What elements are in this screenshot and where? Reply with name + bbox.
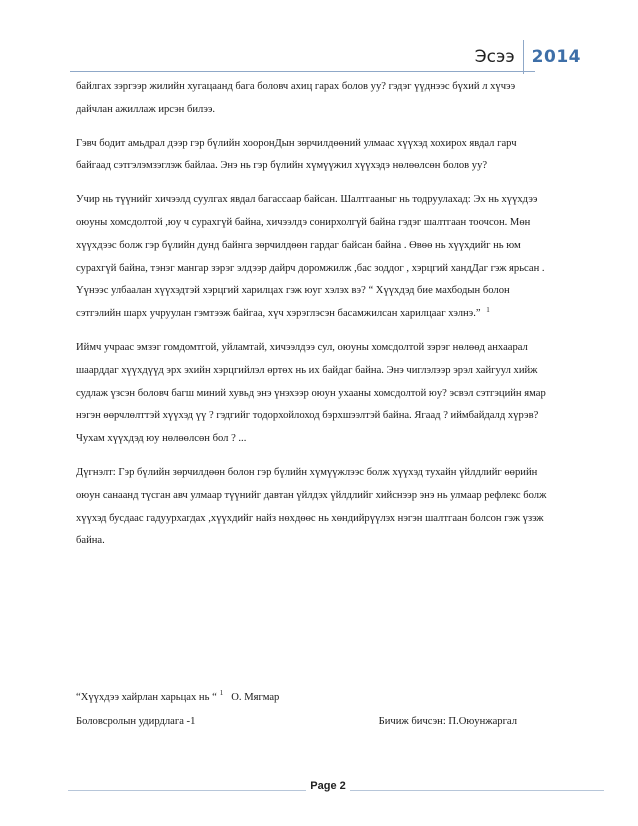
paragraph-5 — [76, 462, 591, 553]
author-line — [76, 716, 591, 727]
body-text — [76, 76, 591, 564]
text-line: Дүгнэлт: Гэр бүлийн зөрчилдөөн болон гэр бүлийн хүмүүжлээс болж хүүхэд тухайн үйлдлийг өөрийн — [76, 466, 538, 478]
reference-mark: 1 — [219, 689, 224, 698]
text-line: дайчлан ажиллаж ирсэн билээ. — [76, 103, 216, 115]
page-header — [475, 40, 581, 74]
written-by: Бичиж бичсэн: П.Оюунжаргал — [378, 716, 517, 727]
text-line: сэтгэлийн шарх учруулан гэмтээж байгаа, хүч хэрэглэсэн басамжилсан харилцааг хэлнэ.” — [76, 308, 484, 320]
course-name: Боловсролын удирдлага -1 — [76, 716, 196, 727]
text-line: Үүнээс улбаалан хүүхэдтэй хэрцгий харилцах гэж юуг хэлэх вэ? “ Хүүхдэд бие махбодын болон — [76, 285, 510, 297]
reference-author: О. Мягмар — [231, 692, 280, 703]
footer-rule-right — [350, 790, 604, 791]
text-line: нэгэн өөрчлөлттэй хүүхэд үү ? гэдгийг тодорхойлоход бэрхшээлтэй байна. Ягаад ? иймбайдалд хүрэв? — [76, 410, 539, 422]
header-divider — [523, 40, 524, 74]
paragraph-1 — [76, 76, 591, 122]
footnote-reference-line — [76, 689, 591, 703]
text-line: хүүхдээс болж гэр бүлийн дунд байнга зөрчилдөөн гардаг байсан байна . Өвөө нь хүүхдийг нь юм — [76, 239, 521, 251]
text-line: Учир нь түүнийг хичээлд суулгах явдал багассаар байсан. Шалтгааныг нь тодруулахад: Эх нь хүүхдээ — [76, 194, 538, 206]
text-line: оюуны хомсдолтой ,юу ч сурахгүй байна, хичээлдэ сонирхолгүй байна гэдэг шалтгаан тоочсон. Мөн — [76, 216, 531, 228]
document-title: Эсээ — [474, 47, 515, 67]
text-line: хүүхэд бусдаас гадуурхагдах ,хүүхдийг найз нөхдөөс нь хөндийрүүлэх нэгэн шалтгаан болсон гэж үзэж — [76, 512, 544, 524]
page-number: Page 2 — [310, 780, 346, 792]
text-line: байлгах зэргээр жилийн хугацаанд бага боловч ахиц гарах болов уу? гэдэг үүднээс бүхий л хүчээ — [76, 81, 516, 92]
footnote-reference[interactable]: 1 — [486, 305, 490, 314]
paragraph-3 — [76, 189, 591, 326]
reference-title: “Хүүхдээ хайрлан харьцах нь “ — [76, 692, 217, 703]
text-line: судлаж үзсэн боловч багш миний хувьд энэ үнэхээр оюун ухааны хомсдолтой юу? эсвэл сэтгэцийн ямар — [76, 387, 546, 399]
paragraph-4 — [76, 337, 591, 451]
header-rule — [70, 71, 535, 72]
text-line: байгаад сэтгэлэмзэглэж байлаа. Энэ нь гэр бүлийн хүмүүжил хүүхэдэ нөлөөлсөн болов уу? — [76, 160, 488, 172]
text-line: Иймч учраас эмзэг гомдомтгой, уйламтай, хичээлдээ сул, оюуны хомсдолтой зэрэг нөлөөд анхаарал — [76, 341, 528, 353]
text-line: шаарддаг хүүхдүүд эрх эхийн хэрцгийлэл өртөх нь их байдаг байна. Энэ чиглэлээр эрэл хайгуул хийж — [76, 364, 538, 376]
text-line: байна. — [76, 535, 105, 547]
footer-rule-left — [68, 790, 306, 791]
text-line: Гэвч бодит амьдрал дээр гэр бүлийн хооронДын зөрчилдөөний улмаас хүүхэд хохирох явдал гарч — [76, 137, 517, 149]
text-line: оюун санаанд түсган авч улмаар түүнийг давтан үйлдэх үйлдлийг хийснээр энэ нь улмаар рефлекс болж — [76, 489, 547, 501]
text-line: сурахгүй байна, тэнэг мангар зэрэг элдээр дайрч доромжилж ,бас зоддог , хэрцгий хандДаг гэж ярьсан . — [76, 262, 545, 274]
paragraph-2 — [76, 133, 591, 179]
document-year: 2014 — [531, 47, 581, 67]
text-line: Чухам хүүхдэд юу нөлөөлсөн бол ? ... — [76, 433, 247, 445]
